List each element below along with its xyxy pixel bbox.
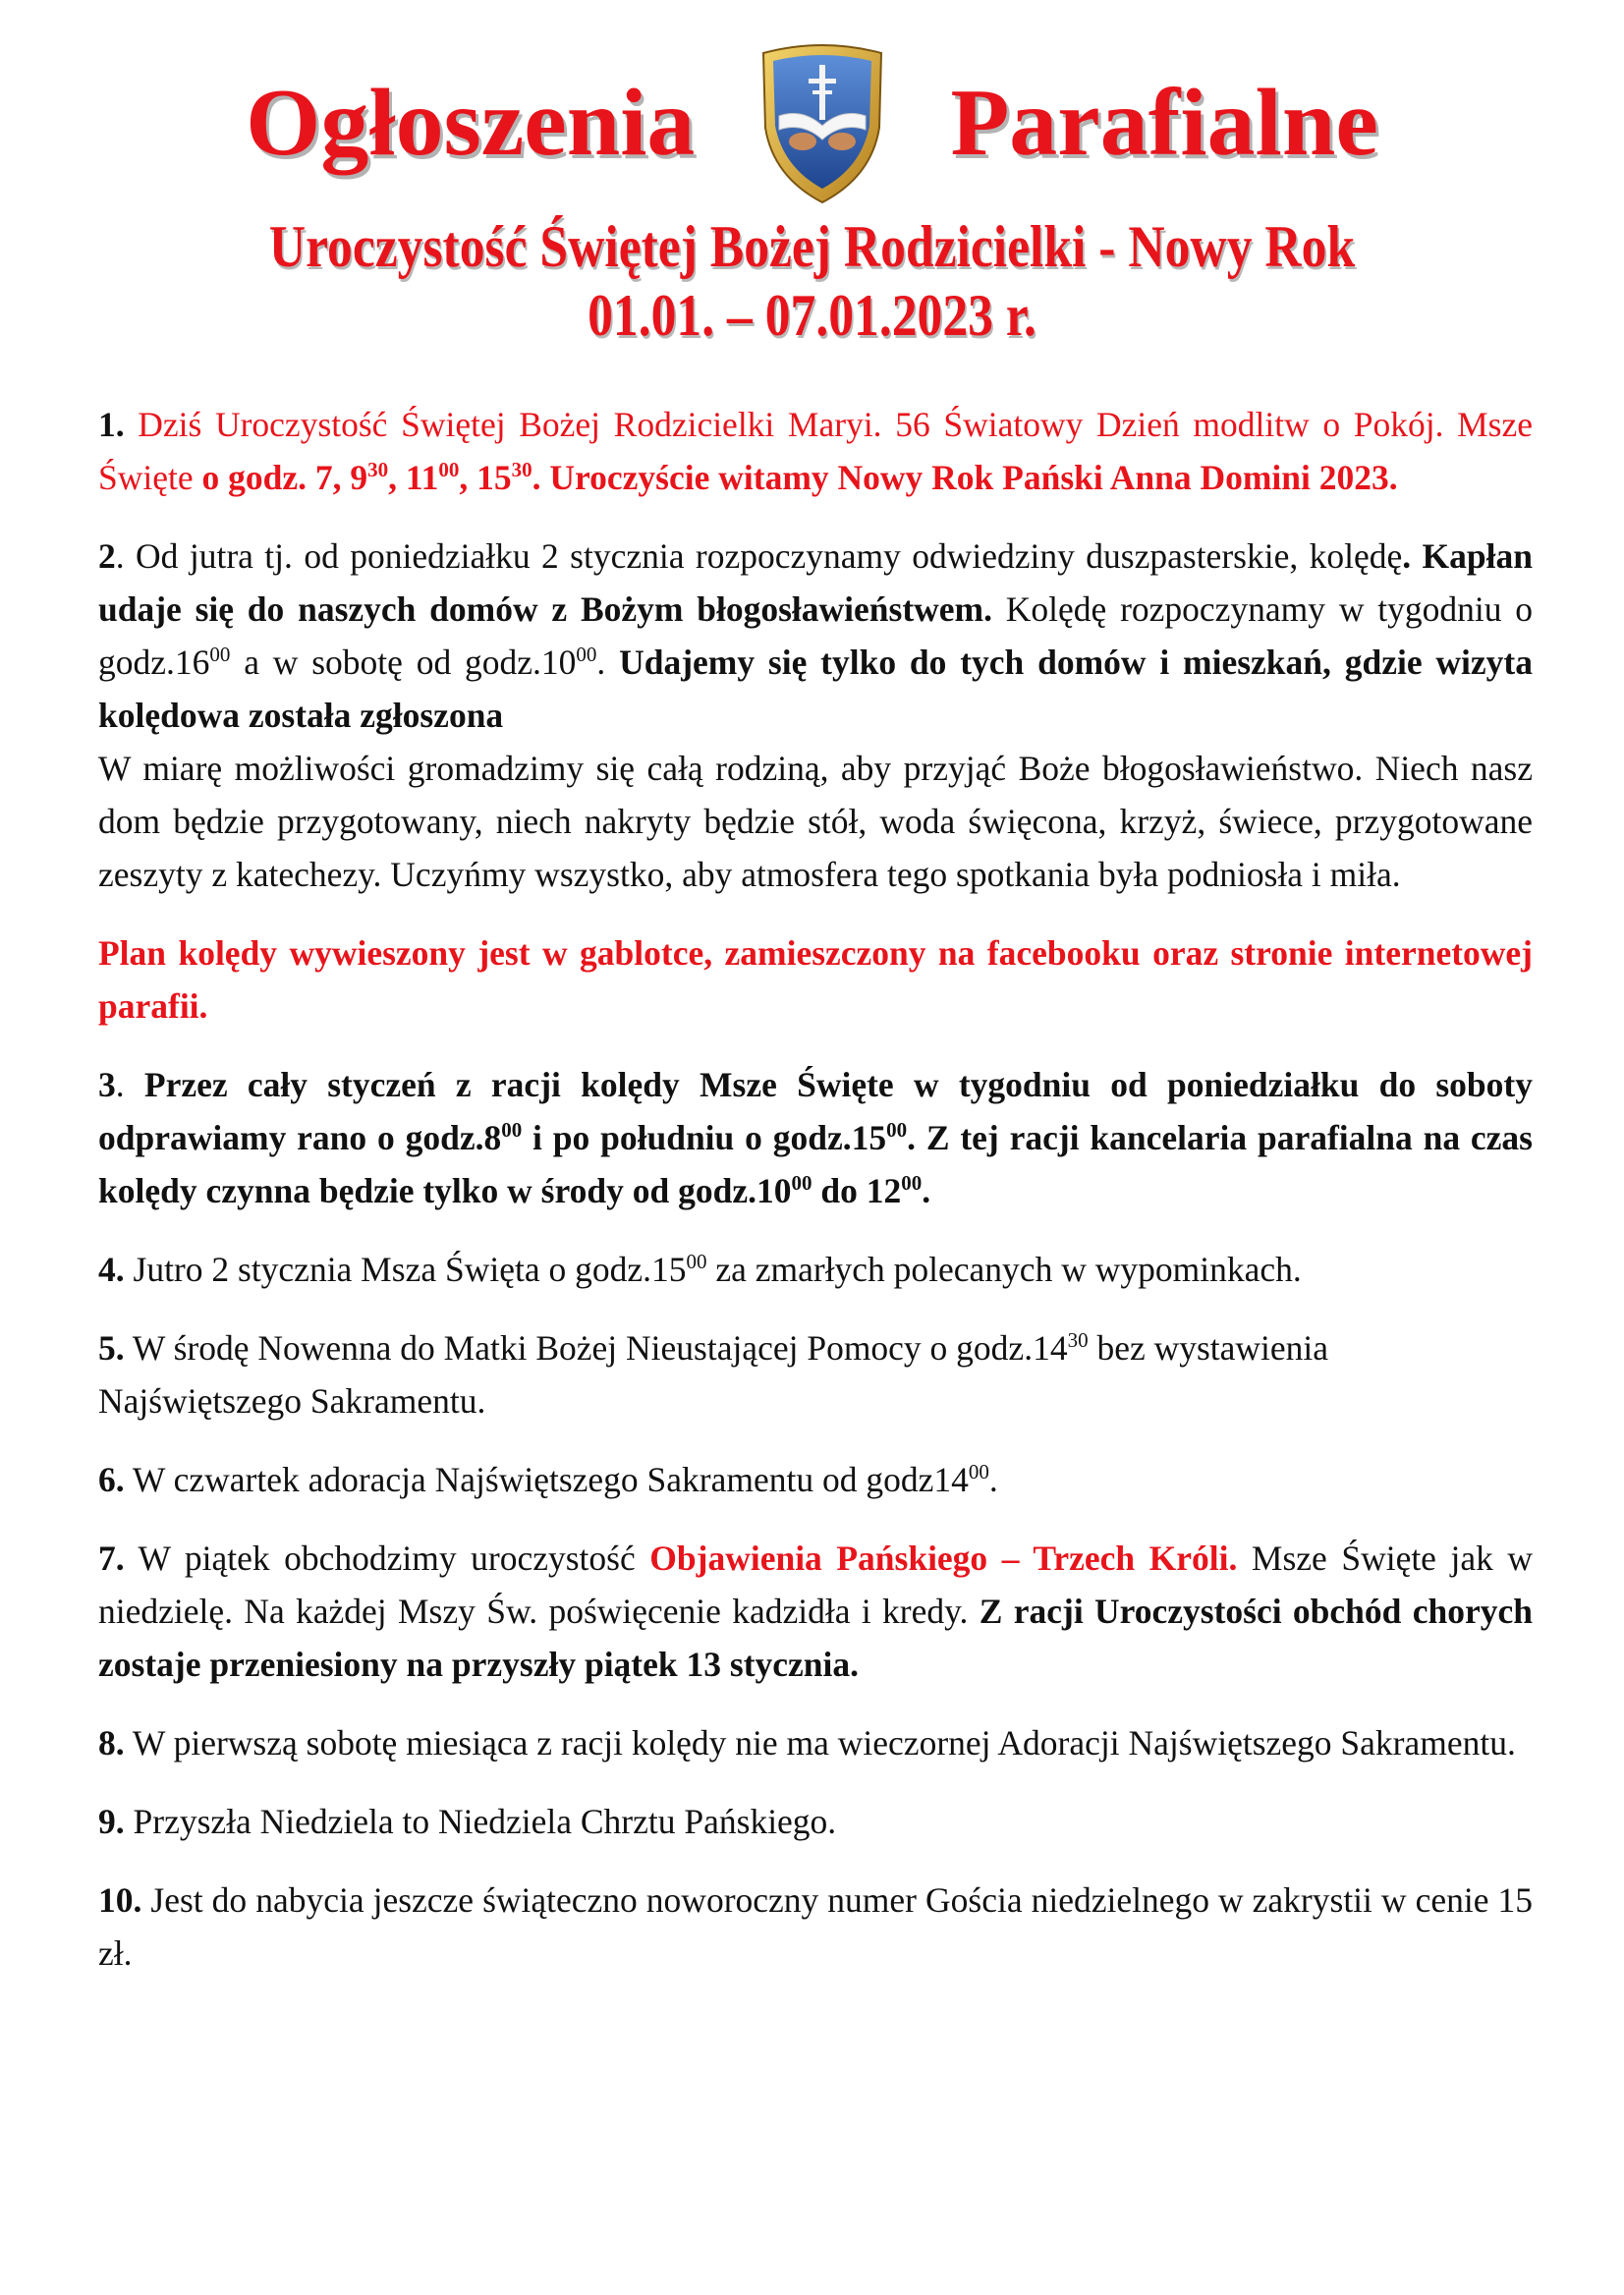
announcement-4: 4. Jutro 2 stycznia Msza Święta o $godz.15^{00}$ za zmarłych polecanych w wypominkach. <box>98 1250 1302 1289</box>
item-number: 1. <box>98 405 125 444</box>
item-number: 2 <box>98 536 116 576</box>
page-header <box>0 39 1624 350</box>
announcement-2: 2. Od jutra tj. od poniedziałku 2 stycznia rozpoczynamy odwiedziny duszpasterskie, kolędę. Kapłan udaje się do naszych domów z Bożym błogosławieństwem. Kolędę rozpoczynamy w tygodniu o $godz.16^{00}$ a w sobotę od $godz.10^{00}$. Udajemy się tylko do tych domów i mieszkań, gdzie wizyta kolędowa została zgłoszona W miarę możliwości gromadzimy się całą rodziną, aby przyjąć Boże błogosławieństwo. Niech nasz dom będzie przygotowany, niech nakryty będzie stół, woda święcona, krzyż, świece, przygotowane zeszyty z katechezy. Uczyńmy wszystko, aby atmosfera tego spotkania była podniosła i miła. <box>98 536 1534 894</box>
announcement-8: 8. W pierwszą sobotę miesiąca z racji kolędy nie ma wieczornej Adoracji Najświętszego Sakramentu. <box>98 1723 1516 1763</box>
title-left: Ogłoszenia <box>246 70 696 176</box>
item-number: 3 <box>98 1065 116 1104</box>
title-row <box>0 39 1624 206</box>
announcement-9: 9. Przyszła Niedziela to Niedziela Chrztu Pańskiego. <box>98 1802 837 1841</box>
announcement-10: 10. Jest do nabycia jeszcze świąteczno noworoczny numer Gościa niedzielnego w zakrystii w cenie 15 zł. <box>98 1880 1533 1973</box>
item-number: 10. <box>98 1880 142 1920</box>
item-number: 8. <box>98 1723 125 1763</box>
item-number: 9. <box>98 1802 125 1841</box>
announcement-7: 7. W piątek obchodzimy uroczystość Objawienia Pańskiego – Trzech Króli. Msze Święte jak w niedzielę. Na każdej Mszy Św. poświęcenie kadzidła i kredy. Z racji Uroczystości obchód chorych zostaje przeniesiony na przyszły piątek 13 stycznia. <box>98 1539 1533 1684</box>
date-range: 01.01. – 07.01.2023 r. <box>588 283 1036 348</box>
announcements-list <box>98 398 1533 2005</box>
page-subtitle: Uroczystość Świętej Bożej Rodzicielki - Nowy Rok <box>268 214 1356 279</box>
announcement-5: 5. W środę Nowenna do Matki Bożej Nieustającej Pomocy o $godz.14^{30}$ bez wystawienia Najświętszego Sakramentu. <box>98 1328 1329 1421</box>
announcement-1: 1. Dziś Uroczystość Świętej Bożej Rodzicielki Maryi. 56 Światowy Dzień modlitw o Pokój. Msze Święte o godz. 7, $9^{30}$, $11^{00}$, $15^{30}$. Uroczyście witamy Nowy Rok Pański Anna Domini 2023. <box>98 405 1533 497</box>
parish-crest-icon <box>754 39 891 206</box>
announcement-6: 6. W czwartek adoracja Najświętszego Sakramentu od $godz14^{00}$. <box>98 1460 998 1499</box>
item-number: 6. <box>98 1460 125 1499</box>
title-right: Parafialne <box>950 70 1378 176</box>
item-number: 5. <box>98 1328 125 1368</box>
koleda-plan-notice: Plan kolędy wywieszony jest w gablotce, zamieszczony na facebooku oraz stronie internetowej parafii. <box>98 933 1533 1026</box>
announcement-3: 3. Przez cały styczeń z racji kolędy Msze Święte w tygodniu od poniedziałku do soboty odprawiamy rano o $godz.8^{00}$ i po południu o $godz.15^{00}$. Z tej racji kancelaria parafialna na czas kolędy czynna będzie tylko w środy od $godz.10^{00}$ do $12^{00}$. <box>98 1065 1533 1210</box>
item-number: 4. <box>98 1250 125 1289</box>
item-number: 7. <box>98 1539 125 1578</box>
